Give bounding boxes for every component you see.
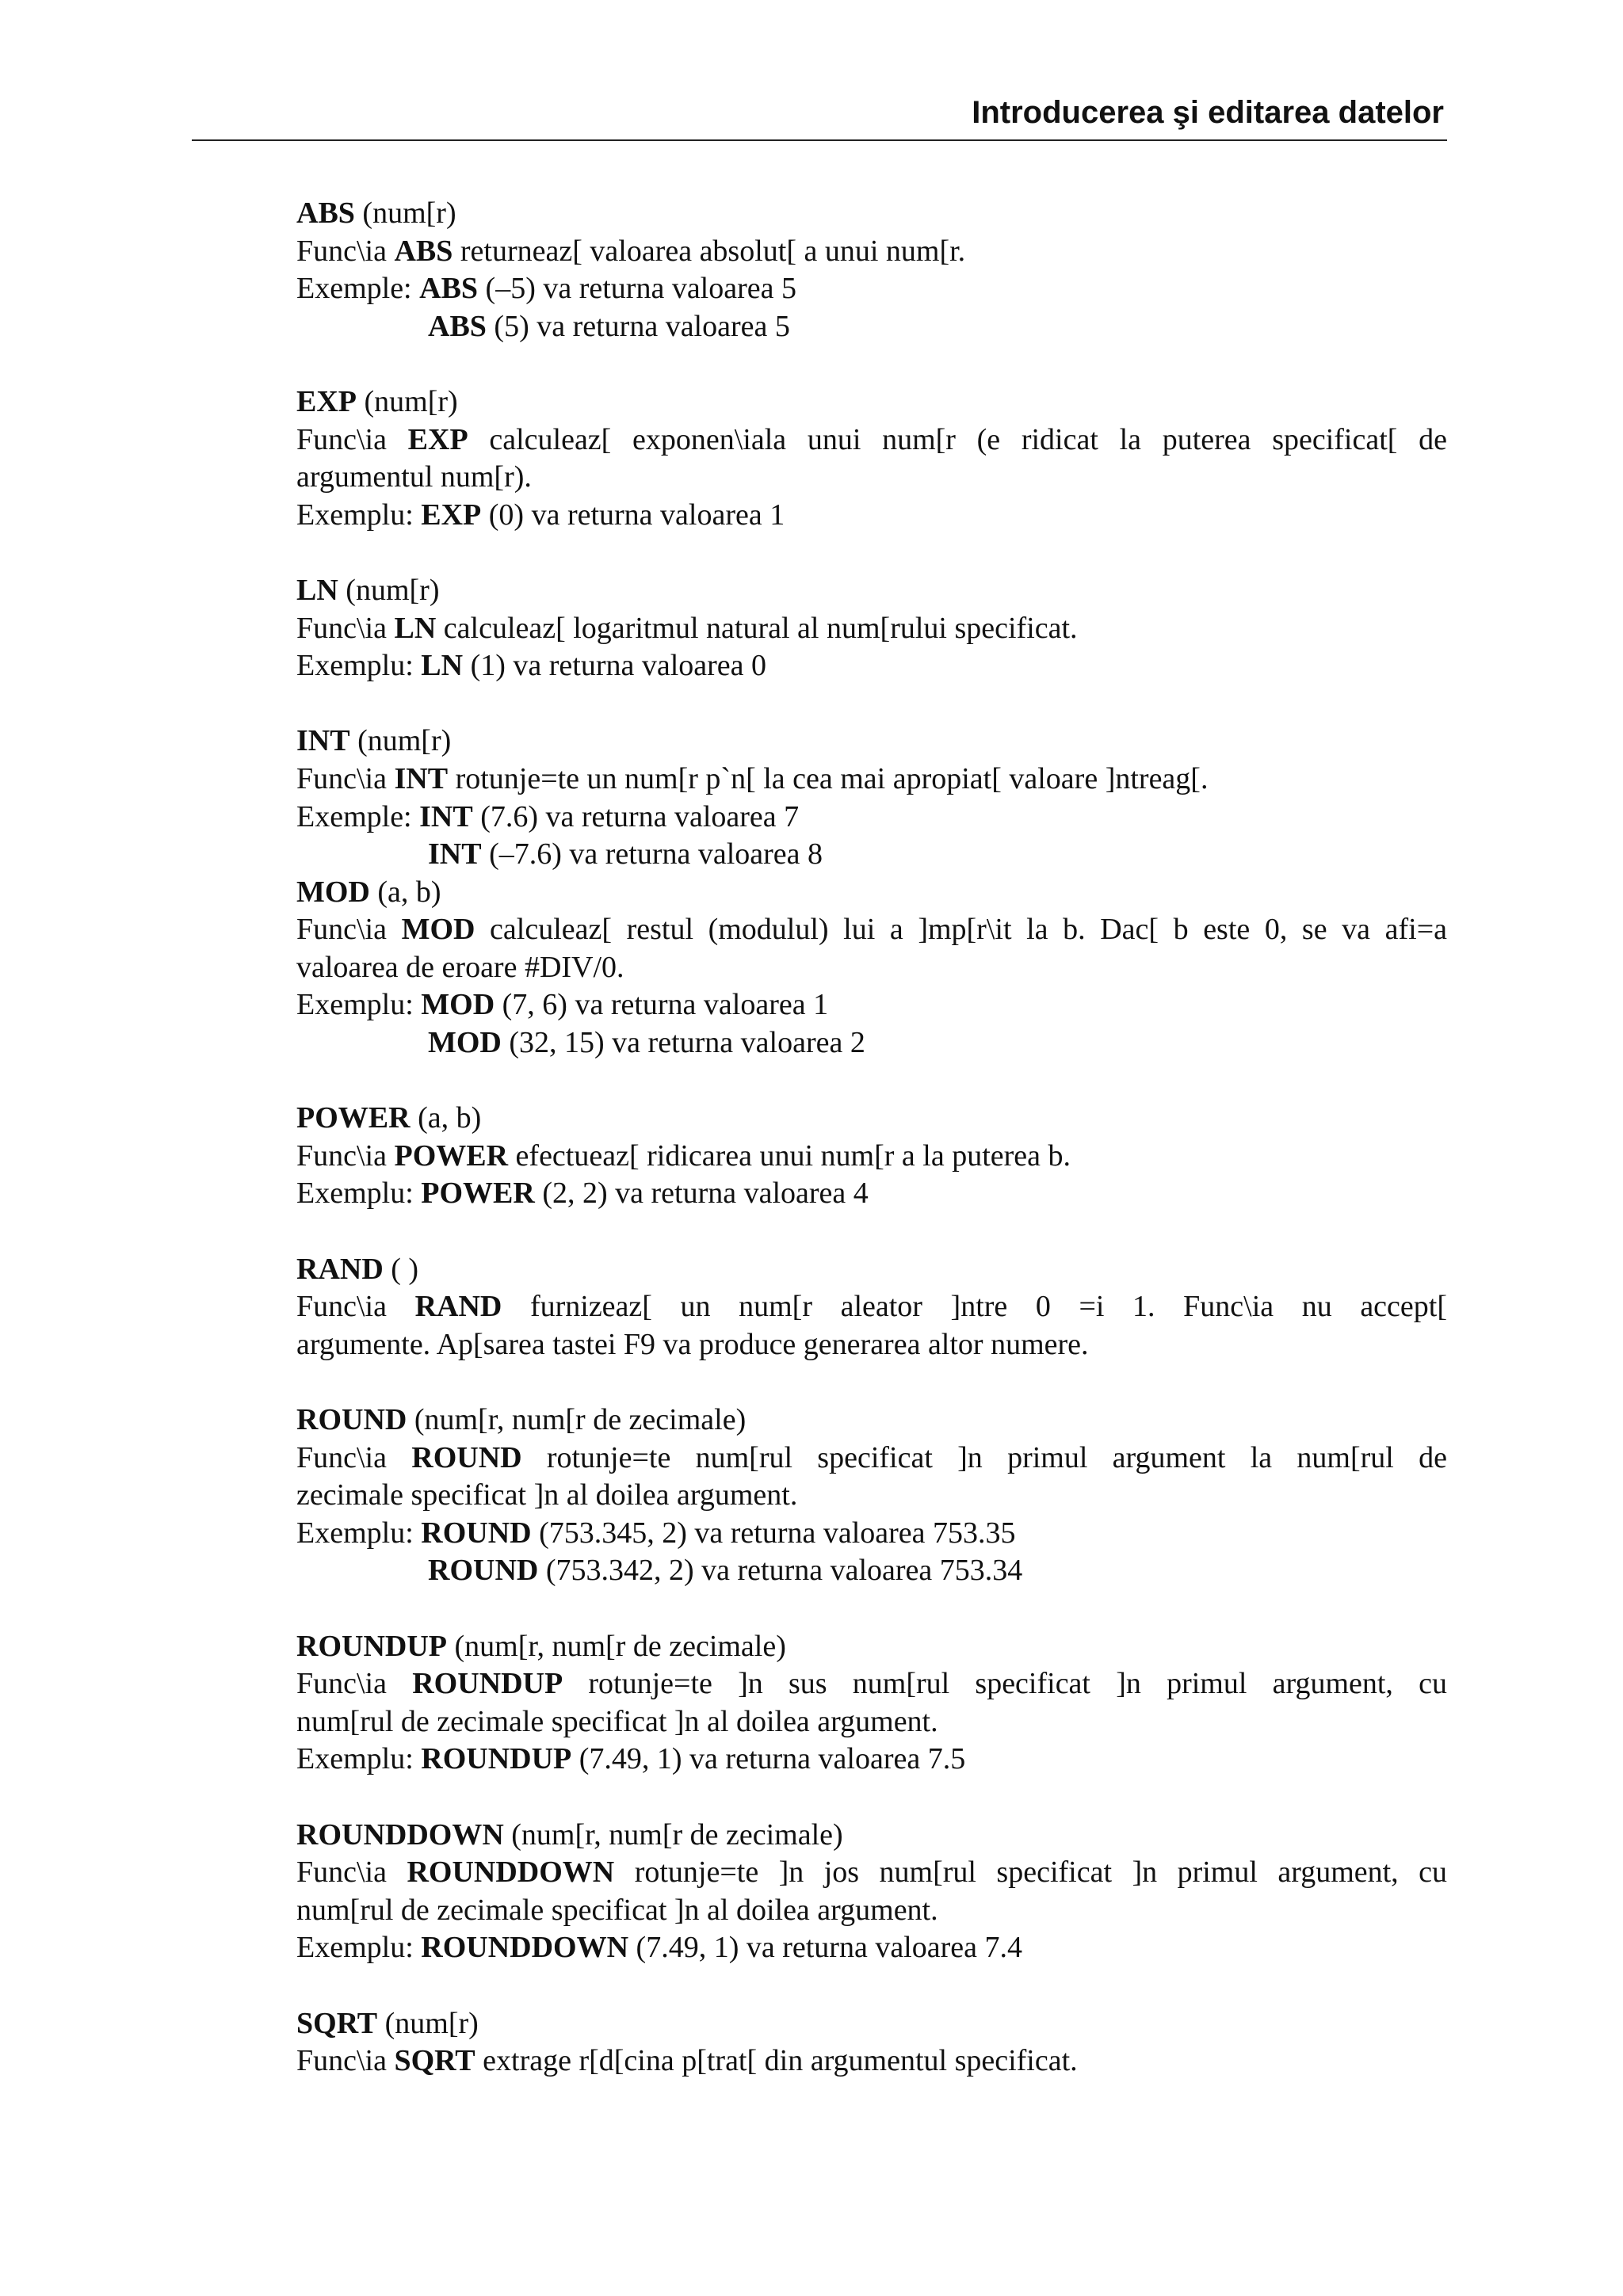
- rounddown-name: ROUNDDOWN: [296, 1817, 504, 1852]
- ln-description: Func\ia LN calculeaz[ logaritmul natural al num[rului specificat.: [296, 611, 1078, 645]
- spacer: [296, 1779, 1447, 1817]
- sqrt-heading: SQRT (num[r): [296, 2006, 479, 2040]
- header-rule: [192, 139, 1447, 141]
- int-heading: INT (num[r): [296, 724, 452, 758]
- int-description: Func\ia INT rotunje=te un num[r p`n[ la cea mai apropiat[ valoare ]ntreag[.: [296, 761, 1209, 795]
- abs-example-2: ABS (5) va returna valoarea 5: [428, 309, 790, 343]
- roundup-description: Func\ia ROUNDUP rotunje=te ]n sus num[rul specificat ]n primul argument, cu: [296, 1667, 1448, 1701]
- power-example: Exemplu: POWER (2, 2) va returna valoarea 4: [296, 1177, 869, 1211]
- round-name: ROUND: [296, 1403, 407, 1436]
- int-name: INT: [296, 724, 350, 758]
- power-description: Func\ia POWER efectueaz[ ridicarea unui num[r a la puterea b.: [296, 1138, 1071, 1173]
- round-example-2: ROUND (753.342, 2) va returna valoarea 753.34: [428, 1554, 1023, 1588]
- rounddown-description-cont: num[rul de zecimale specificat ]n al doilea argument.: [296, 1893, 938, 1927]
- rand-description: Func\ia RAND furnizeaz[ un num[r aleator ]ntre 0 =i 1. Func\ia nu accept[: [296, 1290, 1447, 1324]
- spacer: [296, 1213, 1447, 1251]
- rand-description-cont: argumente. Ap[sarea tastei F9 va produce generarea altor numere.: [296, 1327, 1089, 1361]
- abs-name: ABS: [296, 196, 355, 230]
- spacer: [296, 1363, 1447, 1402]
- round-description-cont: zecimale specificat ]n al doilea argument.: [296, 1478, 798, 1512]
- int-example-2: INT (–7.6) va returna valoarea 8: [428, 837, 823, 871]
- rounddown-description: Func\ia ROUNDDOWN rotunje=te ]n jos num[rul specificat ]n primul argument, cu: [296, 1855, 1447, 1890]
- spacer: [296, 1590, 1447, 1628]
- spacer: [296, 534, 1447, 572]
- spacer: [296, 685, 1447, 723]
- exp-heading: EXP (num[r): [296, 384, 458, 418]
- running-header-title: Introducerea şi editarea datelor: [972, 95, 1444, 130]
- round-heading: ROUND (num[r, num[r de zecimale): [296, 1403, 747, 1436]
- roundup-heading: ROUNDUP (num[r, num[r de zecimale): [296, 1629, 786, 1663]
- mod-description: Func\ia MOD calculeaz[ restul (modulul) lui a ]mp[r\it la b. Dac[ b este 0, se va afi=a: [296, 913, 1448, 947]
- ln-name: LN: [296, 573, 338, 607]
- mod-name: MOD: [296, 875, 370, 909]
- round-example-1: Exemplu: ROUND (753.345, 2) va returna valoarea 753.35: [296, 1516, 1016, 1550]
- rounddown-example: Exemplu: ROUNDDOWN (7.49, 1) va returna valoarea 7.4: [296, 1931, 1022, 1965]
- ln-heading: LN (num[r): [296, 573, 440, 607]
- power-name: POWER: [296, 1101, 411, 1135]
- roundup-example: Exemplu: ROUNDUP (7.49, 1) va returna valoarea 7.5: [296, 1742, 966, 1776]
- rand-heading: RAND ( ): [296, 1252, 419, 1286]
- ln-example: Exemplu: LN (1) va returna valoarea 0: [296, 649, 767, 683]
- mod-heading: MOD (a, b): [296, 875, 441, 909]
- roundup-description-cont: num[rul de zecimale specificat ]n al doilea argument.: [296, 1704, 938, 1738]
- sqrt-description: Func\ia SQRT extrage r[d[cina p[trat[ din argumentul specificat.: [296, 2044, 1078, 2078]
- rounddown-heading: ROUNDDOWN (num[r, num[r de zecimale): [296, 1817, 843, 1852]
- mod-example-2: MOD (32, 15) va returna valoarea 2: [428, 1026, 865, 1060]
- exp-example: Exemplu: EXP (0) va returna valoarea 1: [296, 498, 785, 532]
- spacer: [296, 1062, 1447, 1100]
- round-description: Func\ia ROUND rotunje=te num[rul specificat ]n primul argument la num[rul de: [296, 1440, 1447, 1474]
- roundup-name: ROUNDUP: [296, 1629, 447, 1663]
- page-content: [296, 195, 1447, 2081]
- abs-description: Func\ia ABS returneaz[ valoarea absolut[ a unui num[r.: [296, 234, 966, 268]
- exp-name: EXP: [296, 384, 357, 418]
- rand-name: RAND: [296, 1252, 384, 1286]
- spacer: [296, 1967, 1447, 2005]
- abs-heading: ABS (num[r): [296, 196, 456, 230]
- mod-example-1: Exemplu: MOD (7, 6) va returna valoarea 1: [296, 988, 829, 1022]
- mod-description-cont: valoarea de eroare #DIV/0.: [296, 950, 624, 984]
- exp-description: Func\ia EXP calculeaz[ exponen\iala unui num[r (e ridicat la puterea specificat[ de: [296, 422, 1447, 456]
- power-heading: POWER (a, b): [296, 1101, 482, 1135]
- int-example-1: Exemple: INT (7.6) va returna valoarea 7: [296, 799, 800, 833]
- exp-description-cont: argumentul num[r).: [296, 460, 532, 494]
- spacer: [296, 345, 1447, 383]
- sqrt-name: SQRT: [296, 2006, 378, 2040]
- abs-example-1: Exemple: ABS (–5) va returna valoarea 5: [296, 272, 796, 306]
